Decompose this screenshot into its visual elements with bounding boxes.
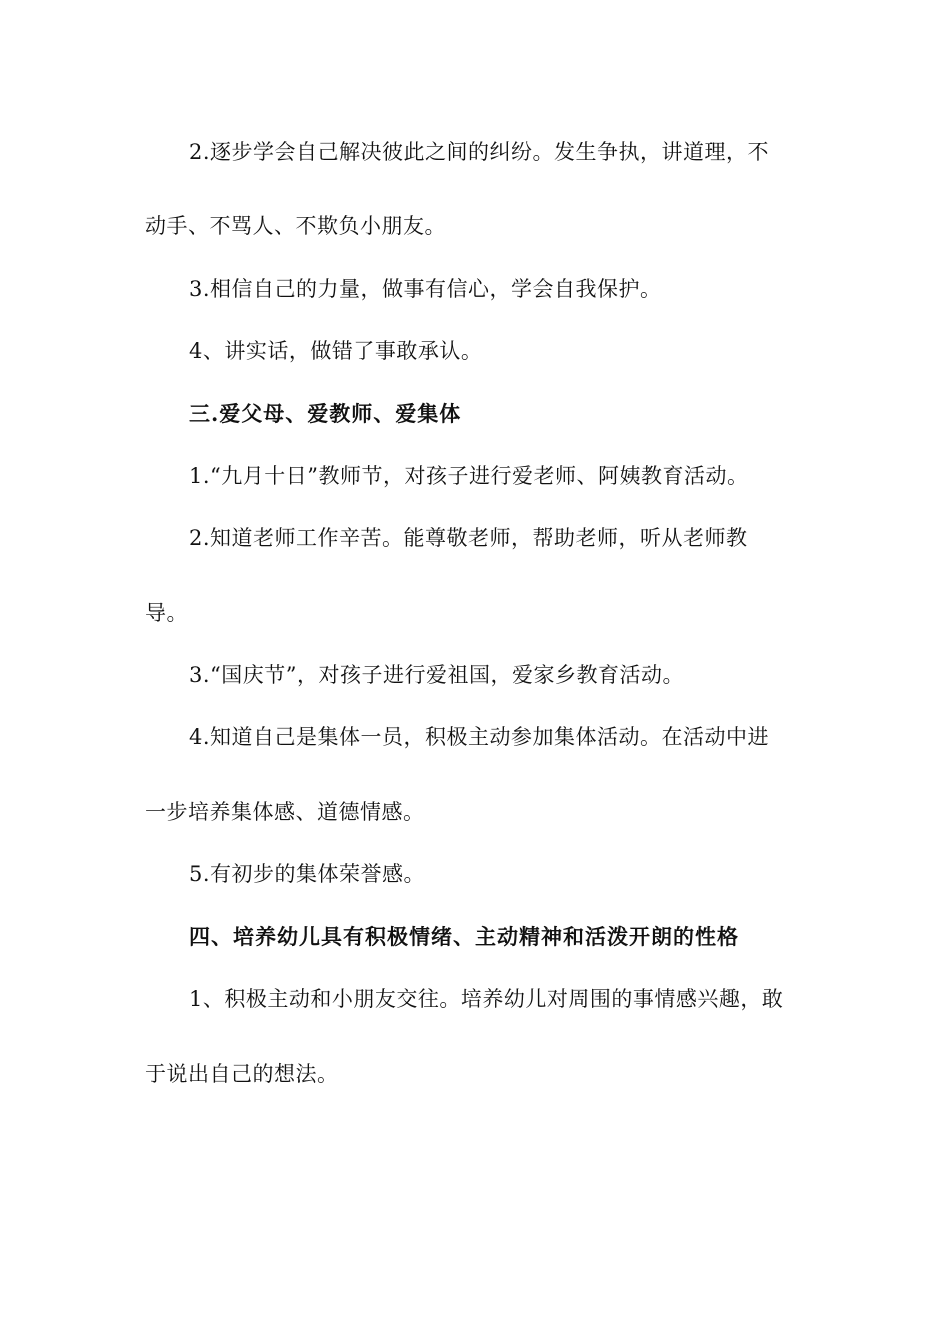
- paragraph-line: 5.有初步的集体荣誉感。: [189, 862, 426, 886]
- paragraph-line: 2.知道老师工作辛苦。能尊敬老师，帮助老师，听从老师教: [189, 526, 748, 550]
- paragraph-line: 一步培养集体感、道德情感。: [145, 800, 425, 824]
- paragraph-line: 动手、不骂人、不欺负小朋友。: [145, 214, 446, 238]
- section-heading: 三.爱父母、爱教师、爱集体: [189, 401, 462, 426]
- paragraph-line: 导。: [145, 601, 188, 625]
- paragraph-line: 3.相信自己的力量，做事有信心，学会自我保护。: [189, 277, 662, 301]
- paragraph-line: 于说出自己的想法。: [145, 1062, 339, 1086]
- paragraph-line: 4、讲实话，做错了事敢承认。: [189, 339, 483, 363]
- paragraph-line: 4.知道自己是集体一员，积极主动参加集体活动。在活动中进: [189, 725, 770, 749]
- paragraph-line: 2.逐步学会自己解决彼此之间的纠纷。发生争执，讲道理，不: [189, 140, 770, 164]
- paragraph-line: 3.“国庆节”，对孩子进行爱祖国，爱家乡教育活动。: [189, 663, 685, 687]
- paragraph-line: 1、积极主动和小朋友交往。培养幼儿对周围的事情感兴趣，敢: [189, 987, 784, 1011]
- section-heading: 四、培养幼儿具有积极情绪、主动精神和活泼开朗的性格: [189, 924, 739, 949]
- paragraph-line: 1.“九月十日”教师节，对孩子进行爱老师、阿姨教育活动。: [189, 464, 749, 488]
